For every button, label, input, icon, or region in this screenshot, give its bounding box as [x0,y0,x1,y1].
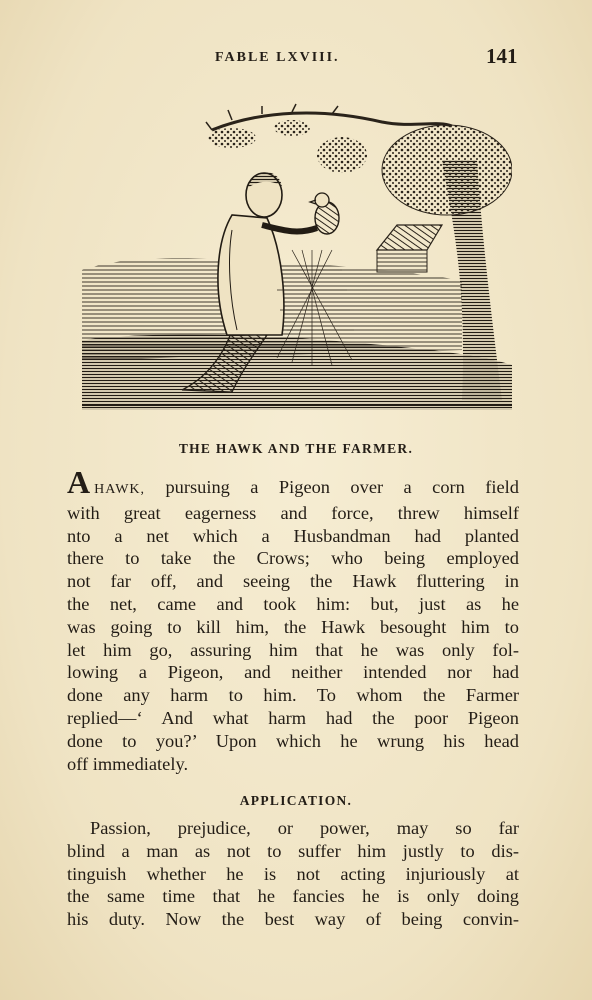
farmhouse [377,225,442,272]
small-caps-word: HAWK, [94,482,146,497]
application-body [67,817,519,931]
foliage-left [208,120,310,148]
fable-line: let him go, assuring him that he was only fol- [67,639,519,660]
fable-line: was going to kill him, the Hawk besought him to [67,616,519,637]
woodcut-svg [82,100,512,420]
application-line: Passion, prejudice, or power, may so far [90,818,519,838]
fable-line: off immediately. [67,753,189,774]
woodcut-illustration [82,100,512,420]
fable-body [67,464,519,775]
fable-line: with great eagerness and force, threw himself [67,502,519,523]
fable-line: not far off, and seeing the Hawk fluttering in [67,571,519,592]
fable-line: replied—‘ And what harm had the poor Pigeon [67,707,519,728]
fable-line: the net, came and took him: but, just as he [67,593,519,614]
drop-cap: A [67,464,91,500]
fable-line: done any harm to him. To whom the Farmer [67,685,519,706]
tree-branch [212,113,452,130]
application-heading: APPLICATION. [239,793,353,808]
running-head [0,44,592,74]
running-title: FABLE LXVIII. [215,50,340,65]
fable-line: there to take the Crows; who being employed [67,548,519,569]
application-line: his duty. Now the best way of being convin- [67,909,519,930]
application-line: blind a man as not to suffer him justly to dis- [67,840,519,861]
fable-line: pursuing a Pigeon over a corn field [145,477,519,497]
application-line: the same time that he fancies he is only doing [67,886,519,907]
application-line: tinguish whether he is not acting injuriously at [67,863,519,884]
fable-line-first [67,464,519,502]
page-number: 141 [486,44,518,68]
tree-canopy [382,125,512,215]
fable-title: THE HAWK AND THE FARMER. [178,441,414,456]
fable-line: done to you?’ Upon which he wrung his head [67,730,519,751]
fable-line: nto a net which a Husbandman had planted [67,525,519,546]
fable-line: lowing a Pigeon, and neither intended nor had [67,662,519,683]
